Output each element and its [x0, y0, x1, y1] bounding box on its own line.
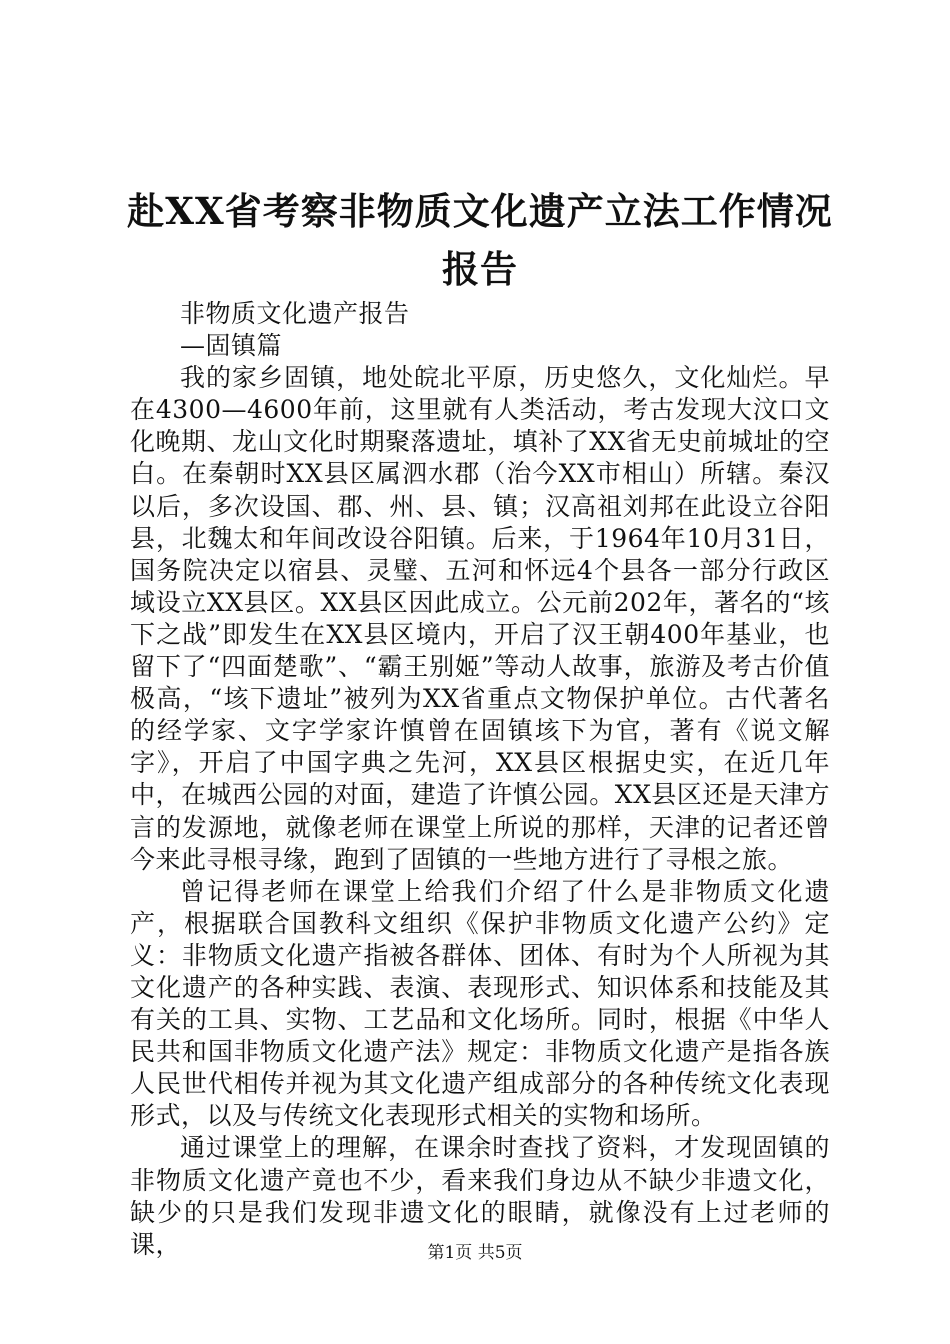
section-heading: —固镇篇 — [180, 331, 283, 361]
page-footer: 第1页 共5页 — [427, 1243, 523, 1263]
document-subtitle: 非物质文化遗产报告 — [180, 299, 410, 328]
paragraph-3: 通过课堂上的理解，在课余时查找了资料，才发现固镇的非物质文化遗产竟也不少，看来我们身边从不缺少非遗文化，缺少的只是我们发现非遗文化的眼睛，就像没有上过老师的课， — [130, 1133, 830, 1259]
paragraph-1: 我的家乡固镇，地处皖北平原，历史悠久，文化灿烂。早在4300—4600年前，这里就有人类活动，考古发现大汶口文化晚期、龙山文化时期聚落遗址，填补了XX省无史前城址的空白。在秦朝时XX县区属泗水郡（治今XX市相山）所辖。秦汉以后，多次设国、郡、州、县、镇；汉高祖刘邦在此设立谷阳县，北魏太和年间改设谷阳镇。后来，于1964年10月31日，国务院决定以宿县、灵璧、五河和怀远4个县各一部分行政区域设立XX县区。XX县区因此成立。公元前202年，著名的“垓下之战”即发生在XX县区境内，开启了汉王朝400年基业，也留下了“四面楚歌”、“霸王别姬”等动人故事，旅游及考古价值极高，“垓下遗址”被列为XX省重点文物保护单位。古代著名的经学家、文字学家许慎曾在固镇垓下为官，著有《说文解字》，开启了中国字典之先河，XX县区根据史实，在近几年中，在城西公园的对面，建造了许慎公园。XX县区还是天津方言的发源地，就像老师在课堂上所说的那样，天津的记者还曾今来此寻根寻缘，跑到了固镇的一些地方进行了寻根之旅。 — [130, 363, 830, 874]
document-body — [130, 298, 830, 1261]
document-title: 赴XX省考察非物质文化遗产立法工作情况报告 — [127, 189, 833, 291]
paragraph-2: 曾记得老师在课堂上给我们介绍了什么是非物质文化遗产，根据联合国教科文组织《保护非物质文化遗产公约》定义：非物质文化遗产指被各群体、团体、有时为个人所视为其文化遗产的各种实践、表演、表现形式、知识体系和技能及其有关的工具、实物、工艺品和文化场所。同时，根据《中华人民共和国非物质文化遗产法》规定：非物质文化遗产是指各族人民世代相传并视为其文化遗产组成部分的各种传统文化表现形式，以及与传统文化表现形式相关的实物和场所。 — [130, 876, 830, 1131]
